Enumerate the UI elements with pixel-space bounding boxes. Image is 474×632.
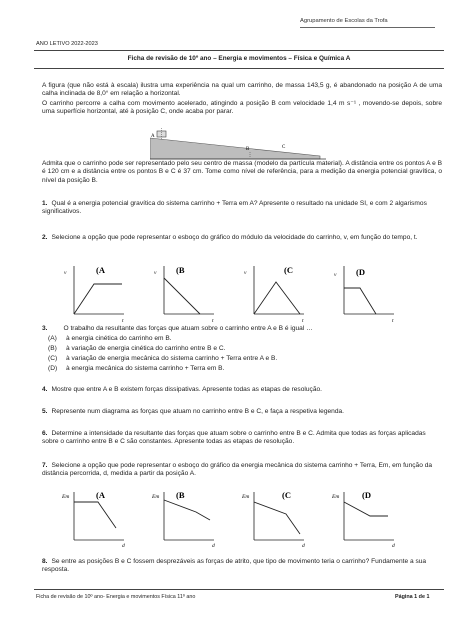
velocity-graph-a-x-label: t — [122, 318, 124, 324]
velocity-graph-b-y-label: v — [154, 270, 157, 276]
energy-graph-a-curve — [74, 502, 116, 528]
energy-graph-b-x-label: d — [212, 543, 215, 548]
energy-graph-b-curve — [164, 500, 210, 520]
energy-graphs — [60, 488, 440, 548]
incline-ramp — [150, 138, 320, 159]
velocity-graph-a-y-label: v — [64, 270, 67, 276]
question-2-text: Selecione a opção que pode representar o esboço do gráfico do módulo da velocidade do carrinho, v, em função do tempo, t. — [51, 234, 418, 241]
energy-graph-c-y-label: Em — [242, 494, 250, 500]
header-rule — [300, 27, 435, 28]
question-5-number: 5. — [42, 408, 48, 415]
velocity-graph-b-curve — [164, 278, 200, 314]
question-1-number: 1. — [42, 200, 48, 207]
intro-paragraph-3: Admita que o carrinho pode ser representado pelo seu centro de massa (modelo da partícula material). A distância entre os pontos A e B é 120 cm e a distância entre os pontos B e C é 37 cm. Tome como nível de referência, para a medição da energia potencial gravítica, o nível da posição B. — [42, 160, 442, 184]
footer-left-text: Ficha de revisão de 10º ano- Energia e movimentos Física 11º ano — [36, 594, 196, 600]
question-3 — [42, 325, 442, 333]
velocity-graphs — [60, 262, 440, 324]
question-1-text: Qual é a energia potencial gravítica do sistema carrinho + Terra em A? Apresente o resultado na unidade SI, e com 2 algarismos significativos. — [42, 200, 427, 216]
label-a: A — [151, 134, 155, 139]
velocity-graph-a-label: (A — [96, 265, 105, 275]
q3-option-a-text: à energia cinética do carrinho em B. — [66, 335, 172, 342]
footer-rule — [34, 589, 444, 590]
incline-figure — [150, 128, 330, 162]
energy-graph-a-y-label: Em — [62, 494, 70, 500]
q3-option-d[interactable] — [48, 365, 224, 373]
q3-option-d-text: à energia mecânica do sistema carrinho + Terra em B. — [66, 365, 225, 372]
question-4-number: 4. — [42, 386, 48, 393]
question-2 — [42, 234, 442, 242]
question-8-text: Se entre as posições B e C fossem desprezáveis as forças de atrito, que tipo de movimento teria o carrinho? Fundamente a sua resposta. — [42, 558, 427, 574]
question-6-text: Determine a intensidade da resultante das forças que atuam sobre o carrinho entre B e C. Admita que todas as forças aplicadas sobre o carrinho entre B e C são constantes. Apresente todas as etapas de resolução. — [42, 430, 426, 446]
energy-graph-b — [151, 490, 215, 548]
energy-graph-c — [241, 490, 305, 548]
energy-graphs-svg — [60, 488, 440, 548]
label-c: C — [282, 145, 286, 150]
velocity-graph-b — [154, 265, 214, 324]
intro-paragraph-2: O carrinho percorre a calha com movimento acelerado, atingindo a posição B com velocidade 1,4 m s⁻¹ , movendo-se depois, sobre uma superfície horizontal, até à posição C, onde acaba por parar. — [42, 100, 442, 116]
question-3-text: O trabalho da resultante das forças que atuam sobre o carrinho entre A e B é igual … — [63, 325, 313, 332]
label-b: B — [246, 147, 250, 152]
question-8-number: 8. — [42, 558, 48, 565]
energy-graph-d — [331, 490, 395, 548]
q3-option-a-letter: (A) — [48, 335, 57, 342]
q3-option-a[interactable] — [48, 335, 172, 343]
energy-graph-d-x-label: d — [392, 543, 395, 548]
question-5-text: Represente num diagrama as forças que atuam no carrinho entre B e C, e faça a respetiva legenda. — [51, 408, 344, 415]
energy-graph-c-curve — [254, 502, 300, 534]
question-7-text: Selecione a opção que pode representar o esboço do gráfico da energia mecânica do sistema carrinho + Terra, Em, em função da distância percorrida, d, medida a partir da posição A. — [42, 462, 433, 478]
velocity-graphs-svg — [60, 262, 440, 324]
q3-option-c-letter: (C) — [48, 355, 58, 362]
velocity-graph-b-label: (B — [176, 265, 185, 275]
velocity-graph-d — [334, 266, 394, 324]
velocity-graph-d-x-label: t — [392, 318, 394, 324]
energy-graph-b-y-label: Em — [152, 494, 160, 500]
question-6-number: 6. — [42, 430, 48, 437]
question-7-number: 7. — [42, 462, 48, 469]
velocity-graph-c-x-label: t — [302, 318, 304, 324]
school-year: ANO LETIVO 2022-2023 — [36, 41, 98, 47]
question-3-number: 3. — [42, 325, 48, 332]
q3-option-b-letter: (B) — [48, 345, 57, 352]
energy-graph-d-curve — [344, 502, 388, 516]
question-2-number: 2. — [42, 234, 48, 241]
page-number: Página 1 de 1 — [395, 594, 430, 600]
question-6 — [42, 430, 442, 447]
title-box — [34, 50, 444, 69]
energy-graph-c-x-label: d — [302, 543, 305, 548]
q3-option-c-text: à variação de energia mecânica do sistema carrinho + Terra entre A e B. — [66, 355, 278, 362]
q3-option-d-letter: (D) — [48, 365, 58, 372]
q3-option-b-text: à variação de energia cinética do carrinho entre B e C. — [66, 345, 226, 352]
velocity-graph-c — [244, 265, 304, 324]
question-1 — [42, 200, 442, 217]
energy-graph-b-label: (B — [176, 490, 185, 500]
velocity-graph-b-x-label: t — [212, 318, 214, 324]
intro-paragraph-1: A figura (que não está à escala) ilustra uma experiência na qual um carrinho, de massa 143,5 g, é abandonado na posição A de uma calha inclinada de 8,0° em relação a horizontal. — [42, 82, 442, 98]
velocity-graph-c-label: (C — [284, 265, 293, 275]
question-7 — [42, 462, 442, 479]
energy-graph-a-label: (A — [96, 490, 105, 500]
energy-graph-a — [61, 490, 125, 548]
question-4 — [42, 386, 442, 394]
velocity-graph-d-label: (D — [356, 267, 365, 277]
energy-graph-a-x-label: d — [122, 543, 125, 548]
velocity-graph-c-curve — [254, 282, 300, 314]
velocity-graph-a-curve — [74, 284, 122, 314]
q3-option-b[interactable] — [48, 345, 225, 353]
worksheet-title: Ficha de revisão de 10º ano – Energia e movimentos – Física e Química A — [127, 55, 351, 63]
velocity-graph-c-y-label: v — [244, 270, 247, 276]
energy-graph-d-label: (D — [362, 490, 371, 500]
school-name: Agrupamento de Escolas da Trofa — [300, 18, 388, 24]
velocity-graph-d-curve — [344, 288, 376, 314]
question-4-text: Mostre que entre A e B existem forças dissipativas. Apresente todas as etapas de resolução. — [51, 386, 322, 393]
velocity-graph-d-y-label: v — [334, 272, 337, 278]
energy-graph-c-label: (C — [282, 490, 291, 500]
velocity-graph-a — [64, 265, 124, 324]
q3-option-c[interactable] — [48, 355, 277, 363]
question-8 — [42, 558, 442, 575]
question-5 — [42, 408, 442, 416]
energy-graph-d-y-label: Em — [332, 494, 340, 500]
